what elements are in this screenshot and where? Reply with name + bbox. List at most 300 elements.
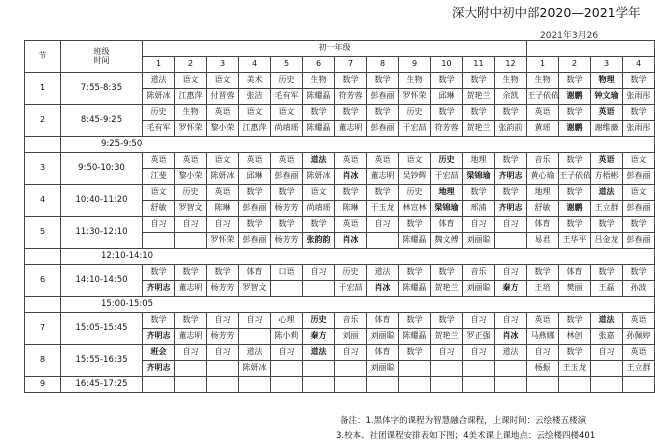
teacher-cell: 吴钞辉 (399, 169, 431, 185)
subject-cell: 历史 (175, 185, 207, 201)
subject-cell: 体育 (431, 217, 463, 233)
teacher-cell: 彭春丽 (623, 169, 655, 185)
subject-cell: 自习 (175, 217, 207, 233)
class-number-6: 6 (303, 57, 335, 73)
subject-cell: 语文 (623, 185, 655, 201)
period-time: 11:30-12:10 (61, 217, 143, 249)
teacher-cell: 于玉龙 (367, 201, 399, 217)
subject-cell: 道法 (591, 185, 623, 201)
teacher-cell: 王华平 (559, 233, 591, 249)
teacher-cell: 陈妍冰 (143, 89, 175, 105)
teacher-cell: 黎小荣 (175, 169, 207, 185)
subject-cell: 数学 (399, 265, 431, 281)
period-time: 7:55-8:35 (61, 73, 143, 105)
subject-cell: 自习 (207, 217, 239, 233)
subject-cell: 口语 (271, 265, 303, 281)
subject-cell: 数学 (335, 185, 367, 201)
empty-cell (431, 377, 463, 393)
class-number-11: 11 (463, 57, 495, 73)
break-time: 9:25-9:50 (61, 137, 655, 153)
subject-cell: 英语 (623, 313, 655, 329)
header-grade2 (527, 41, 655, 57)
subject-cell: 数学 (495, 105, 527, 121)
subject-cell: 音乐 (527, 153, 559, 169)
subject-cell: 历史 (303, 313, 335, 329)
empty-cell (527, 377, 559, 393)
teacher-cell: 付晋蓉 (207, 89, 239, 105)
period-no: 4 (25, 185, 61, 217)
teacher-cell (175, 233, 207, 249)
subject-cell: 英语 (527, 105, 559, 121)
subject-cell: 数学 (431, 73, 463, 89)
subject-cell: 体育 (527, 217, 559, 233)
subject-cell: 道法 (495, 345, 527, 361)
teacher-cell: 邱琳 (239, 169, 271, 185)
subject-cell: 自习 (431, 345, 463, 361)
teacher-cell: 陈妍冰 (207, 169, 239, 185)
teacher-cell: 张雨彤 (623, 121, 655, 137)
subject-cell: 自习 (207, 313, 239, 329)
subject-cell: 体育 (367, 345, 399, 361)
subject-cell: 数学 (271, 185, 303, 201)
teacher-cell: 罗怀荣 (175, 121, 207, 137)
teacher-cell: 齐明志 (495, 169, 527, 185)
teacher-cell: 梁锦瑜 (463, 169, 495, 185)
teacher-cell: 杨芳芳 (271, 201, 303, 217)
teacher-cell: 肖冰 (335, 169, 367, 185)
class-number-1: 1 (143, 57, 175, 73)
subject-cell: 生物 (303, 73, 335, 89)
teacher-cell: 黄瑶 (527, 121, 559, 137)
class-number-3: 3 (207, 57, 239, 73)
subject-cell: 英语 (623, 345, 655, 361)
header-grade1: 初一年级 (143, 41, 527, 57)
teacher-cell: 陈耀磊 (303, 89, 335, 105)
subject-cell: 历史 (431, 153, 463, 169)
teacher-cell: 罗智文 (239, 281, 271, 297)
teacher-cell: 于宏喆 (431, 169, 463, 185)
subject-cell: 班会 (143, 345, 175, 361)
teacher-cell: 魏文傅 (431, 233, 463, 249)
subject-cell: 数学 (431, 105, 463, 121)
teacher-cell: 陈耀磊 (399, 329, 431, 345)
teacher-cell: 江斐 (143, 169, 175, 185)
subject-cell: 生物 (527, 73, 559, 89)
teacher-cell: 陈妍冰 (303, 169, 335, 185)
teacher-cell: 刘丽聪 (463, 281, 495, 297)
page-title: 深大附中初中部2020—2021学年 (452, 5, 641, 20)
period-no: 5 (25, 217, 61, 249)
subject-cell: 自习 (207, 345, 239, 361)
teacher-cell: 方梧彬 (591, 169, 623, 185)
subject-cell: 数学 (175, 313, 207, 329)
teacher-cell: 秦方 (303, 329, 335, 345)
subject-cell: 数学 (623, 217, 655, 233)
subject-cell: 数学 (399, 217, 431, 233)
teacher-cell: 杨芳芳 (207, 281, 239, 297)
teacher-cell (463, 361, 495, 377)
subject-cell: 数学 (591, 217, 623, 233)
teacher-cell: 齐明志 (143, 281, 175, 297)
title-bar (0, 0, 640, 24)
empty-cell (271, 377, 303, 393)
subject-cell: 数学 (239, 217, 271, 233)
timetable (24, 40, 655, 393)
teacher-cell: 张嘉 (591, 329, 623, 345)
subject-cell: 英语 (239, 153, 271, 169)
teacher-cell (591, 361, 623, 377)
teacher-cell: 毛有军 (271, 89, 303, 105)
subject-cell: 道法 (367, 265, 399, 281)
teacher-cell: 彭春丽 (239, 233, 271, 249)
teacher-cell (239, 329, 271, 345)
teacher-cell: 符芳蓉 (335, 89, 367, 105)
subject-cell: 英语 (271, 153, 303, 169)
teacher-cell: 王玉龙 (559, 361, 591, 377)
subject-cell: 自习 (495, 217, 527, 233)
subject-cell: 语文 (303, 185, 335, 201)
teacher-cell (303, 361, 335, 377)
subject-cell: 数学 (303, 217, 335, 233)
teacher-cell: 舒敏 (527, 201, 559, 217)
subject-cell: 数学 (335, 73, 367, 89)
subject-cell: 数学 (559, 185, 591, 201)
teacher-cell: 梁锦瑜 (431, 201, 463, 217)
period-time: 8:45-9:25 (61, 105, 143, 137)
subject-cell: 体育 (239, 265, 271, 281)
subject-cell: 生物 (175, 105, 207, 121)
subject-cell: 数学 (367, 185, 399, 201)
period-time: 9:50-10:30 (61, 153, 143, 185)
period-no: 2 (25, 105, 61, 137)
subject-cell: 物理 (591, 73, 623, 89)
subject-cell: 道法 (239, 345, 271, 361)
teacher-cell: 樊丽 (559, 281, 591, 297)
period-time: 16:45-17:25 (61, 377, 143, 393)
subject-cell: 自习 (495, 313, 527, 329)
subject-cell: 心理 (271, 313, 303, 329)
subject-cell: 音乐 (463, 265, 495, 281)
footnote-2: 3.校本、社团课程安排表如下图；4美术课上课地点：云绘楼四楼401 (336, 431, 596, 441)
teacher-cell: 罗正强 (463, 329, 495, 345)
header-jie: 节 (25, 41, 61, 73)
teacher-cell: 陈耀磊 (399, 281, 431, 297)
subject-cell: 数学 (559, 153, 591, 169)
subject-cell: 语文 (271, 105, 303, 121)
teacher-cell: 贺艳兰 (463, 89, 495, 105)
empty-cell (303, 377, 335, 393)
subject-cell: 数学 (335, 105, 367, 121)
subject-cell: 语文 (623, 153, 655, 169)
teacher-cell: 谢维薇 (591, 121, 623, 137)
subject-cell: 英语 (207, 185, 239, 201)
subject-cell: 自习 (463, 217, 495, 233)
class-number-14: 2 (559, 57, 591, 73)
period-no (25, 297, 61, 313)
teacher-cell: 谢鹏 (559, 89, 591, 105)
teacher-cell: 彭春丽 (623, 233, 655, 249)
teacher-cell: 彭春丽 (239, 201, 271, 217)
empty-cell (335, 377, 367, 393)
subject-cell: 自习 (239, 313, 271, 329)
teacher-cell (207, 361, 239, 377)
teacher-cell (335, 361, 367, 377)
subject-cell: 语文 (207, 153, 239, 169)
subject-cell: 语文 (143, 185, 175, 201)
teacher-cell: 王培 (527, 281, 559, 297)
subject-cell: 数学 (367, 105, 399, 121)
subject-cell: 英语 (527, 313, 559, 329)
teacher-cell: 肖冰 (495, 329, 527, 345)
period-time: 15:05-15:45 (61, 313, 143, 345)
teacher-cell: 于宏喆 (335, 281, 367, 297)
subject-cell: 自习 (463, 313, 495, 329)
subject-cell: 数学 (463, 105, 495, 121)
teacher-cell: 彭春丽 (271, 169, 303, 185)
subject-cell: 体育 (559, 265, 591, 281)
subject-cell: 道法 (303, 153, 335, 169)
teacher-cell: 刘丽聪 (367, 329, 399, 345)
period-no: 7 (25, 313, 61, 345)
class-number-2: 2 (175, 57, 207, 73)
class-number-5: 5 (271, 57, 303, 73)
teacher-cell (175, 361, 207, 377)
break-time: 15:00-15:05 (61, 297, 655, 313)
subject-cell: 英语 (367, 153, 399, 169)
subject-cell: 自习 (335, 345, 367, 361)
break-time: 12:10-14:10 (61, 249, 655, 265)
teacher-cell: 陈琳 (335, 201, 367, 217)
subject-cell: 道法 (303, 345, 335, 361)
teacher-cell: 董志明 (175, 281, 207, 297)
subject-cell: 音乐 (335, 313, 367, 329)
subject-cell: 道法 (143, 73, 175, 89)
teacher-cell (495, 233, 527, 249)
teacher-cell: 钟文瑜 (591, 89, 623, 105)
class-number-16: 4 (623, 57, 655, 73)
subject-cell: 道法 (591, 313, 623, 329)
teacher-cell: 肖冰 (367, 281, 399, 297)
class-number-4: 4 (239, 57, 271, 73)
subject-cell: 数学 (623, 265, 655, 281)
teacher-cell: 林宣林 (399, 201, 431, 217)
header-banji: 班级 (93, 46, 110, 56)
empty-cell (463, 377, 495, 393)
teacher-cell: 符芳蓉 (431, 121, 463, 137)
empty-cell (399, 377, 431, 393)
subject-cell: 数学 (175, 265, 207, 281)
teacher-cell: 邢浦 (463, 201, 495, 217)
subject-cell: 自习 (495, 265, 527, 281)
teacher-cell: 张雨彤 (623, 89, 655, 105)
subject-cell: 英语 (175, 153, 207, 169)
subject-cell: 数学 (623, 73, 655, 89)
teacher-cell: 罗怀荣 (207, 233, 239, 249)
subject-cell: 历史 (399, 185, 431, 201)
empty-cell (559, 377, 591, 393)
teacher-cell: 陈小莉 (271, 329, 303, 345)
class-number-9: 9 (399, 57, 431, 73)
subject-cell: 英语 (207, 105, 239, 121)
period-time: 10:40-11:20 (61, 185, 143, 217)
teacher-cell: 孙佩婷 (623, 329, 655, 345)
subject-cell: 数学 (431, 313, 463, 329)
teacher-cell: 马燕娜 (527, 329, 559, 345)
subject-cell: 数学 (271, 217, 303, 233)
subject-cell: 语文 (175, 73, 207, 89)
subject-cell: 地理 (431, 185, 463, 201)
subject-cell: 自习 (591, 345, 623, 361)
teacher-cell: 刘丽 (335, 329, 367, 345)
subject-cell: 历史 (271, 73, 303, 89)
subject-cell: 生物 (495, 73, 527, 89)
subject-cell: 历史 (335, 265, 367, 281)
subject-cell: 美术 (239, 73, 271, 89)
teacher-cell: 彭春丽 (623, 201, 655, 217)
subject-cell: 英语 (591, 153, 623, 169)
teacher-cell: 王子依依 (559, 169, 591, 185)
teacher-cell: 杨芳芳 (207, 329, 239, 345)
teacher-cell: 江惠萍 (239, 121, 271, 137)
subject-cell: 自习 (143, 217, 175, 233)
teacher-cell: 杨振 (527, 361, 559, 377)
teacher-cell: 齐明志 (143, 329, 175, 345)
teacher-cell: 陈耀磊 (399, 233, 431, 249)
subject-cell: 生物 (399, 73, 431, 89)
teacher-cell: 舒敏 (143, 201, 175, 217)
teacher-cell: 董志明 (367, 169, 399, 185)
subject-cell: 语文 (399, 153, 431, 169)
class-number-7: 7 (335, 57, 367, 73)
subject-cell: 数学 (463, 73, 495, 89)
teacher-cell: 陈琳 (207, 201, 239, 217)
class-number-10: 10 (431, 57, 463, 73)
teacher-cell (271, 281, 303, 297)
date-label: 2021年3月26 (540, 31, 599, 41)
teacher-cell: 罗智文 (175, 201, 207, 217)
subject-cell: 英语 (335, 153, 367, 169)
subject-cell: 数学 (399, 345, 431, 361)
header-class-time (61, 41, 143, 73)
teacher-cell: 孙波 (623, 281, 655, 297)
empty-cell (623, 377, 655, 393)
teacher-cell: 余凯 (495, 89, 527, 105)
subject-cell: 自习 (271, 345, 303, 361)
teacher-cell: 陈妍冰 (239, 361, 271, 377)
subject-cell: 数学 (559, 73, 591, 89)
teacher-cell: 张韵前 (495, 121, 527, 137)
subject-cell: 数学 (143, 313, 175, 329)
subject-cell: 自习 (175, 345, 207, 361)
subject-cell: 数学 (303, 105, 335, 121)
subject-cell: 数学 (463, 185, 495, 201)
teacher-cell: 王立群 (623, 361, 655, 377)
teacher-cell (143, 233, 175, 249)
teacher-cell: 王磊 (591, 281, 623, 297)
teacher-cell (303, 281, 335, 297)
subject-cell: 体育 (367, 313, 399, 329)
period-no: 9 (25, 377, 61, 393)
subject-cell: 英语 (591, 105, 623, 121)
teacher-cell: 谢鹏 (559, 201, 591, 217)
class-number-12: 12 (495, 57, 527, 73)
teacher-cell: 于宏喆 (399, 121, 431, 137)
subject-cell: 历史 (143, 105, 175, 121)
empty-cell (495, 377, 527, 393)
teacher-cell: 王子依依 (527, 89, 559, 105)
subject-cell: 数学 (399, 313, 431, 329)
teacher-cell: 江惠萍 (175, 89, 207, 105)
teacher-cell: 邱琳 (431, 89, 463, 105)
teacher-cell: 罗怀荣 (399, 89, 431, 105)
subject-cell: 数学 (207, 265, 239, 281)
teacher-cell (495, 361, 527, 377)
subject-cell: 语文 (207, 73, 239, 89)
period-no: 8 (25, 345, 61, 377)
subject-cell: 数学 (143, 265, 175, 281)
subject-cell: 数学 (591, 265, 623, 281)
teacher-cell: 黄心瑜 (527, 169, 559, 185)
teacher-cell: 秦方 (495, 281, 527, 297)
teacher-cell: 贺艳兰 (431, 281, 463, 297)
period-no (25, 249, 61, 265)
teacher-cell (399, 361, 431, 377)
teacher-cell: 毛有军 (143, 121, 175, 137)
teacher-cell: 王立群 (591, 201, 623, 217)
teacher-cell: 张洁 (239, 89, 271, 105)
teacher-cell: 张韵韵 (303, 233, 335, 249)
subject-cell: 地理 (463, 153, 495, 169)
class-number-13: 1 (527, 57, 559, 73)
subject-cell: 自习 (527, 345, 559, 361)
teacher-cell: 刘丽聪 (367, 361, 399, 377)
empty-cell (207, 377, 239, 393)
teacher-cell: 黎小荣 (207, 121, 239, 137)
header-time: 时间 (93, 55, 110, 65)
teacher-cell: 吕金龙 (591, 233, 623, 249)
teacher-cell: 贺艳兰 (431, 329, 463, 345)
teacher-cell: 杨芳芳 (271, 233, 303, 249)
teacher-cell (367, 233, 399, 249)
subject-cell: 数学 (431, 265, 463, 281)
subject-cell: 数学 (495, 153, 527, 169)
teacher-cell: 彭春丽 (367, 121, 399, 137)
teacher-cell: 董志明 (335, 121, 367, 137)
period-no: 1 (25, 73, 61, 105)
subject-cell: 英语 (335, 217, 367, 233)
period-no: 6 (25, 265, 61, 297)
teacher-cell: 尚靖瑶 (271, 121, 303, 137)
teacher-cell: 齐明志 (495, 201, 527, 217)
subject-cell: 自习 (303, 265, 335, 281)
teacher-cell: 齐明志 (143, 361, 175, 377)
subject-cell: 数学 (239, 185, 271, 201)
subject-cell: 数学 (623, 105, 655, 121)
empty-cell (591, 377, 623, 393)
class-number-15: 3 (591, 57, 623, 73)
teacher-cell: 董志明 (175, 329, 207, 345)
period-no (25, 137, 61, 153)
teacher-cell: 陈耀磊 (303, 121, 335, 137)
subject-cell: 数学 (559, 105, 591, 121)
footnote-1: 备注：1.黑体字的课程为智慧融合课程，上课时间：云绘楼五楼演 (340, 416, 587, 426)
teacher-cell: 刘丽聪 (463, 233, 495, 249)
teacher-cell (431, 361, 463, 377)
empty-cell (239, 377, 271, 393)
teacher-cell: 易君 (527, 233, 559, 249)
subject-cell: 数学 (495, 185, 527, 201)
period-time: 15:55-16:35 (61, 345, 143, 377)
